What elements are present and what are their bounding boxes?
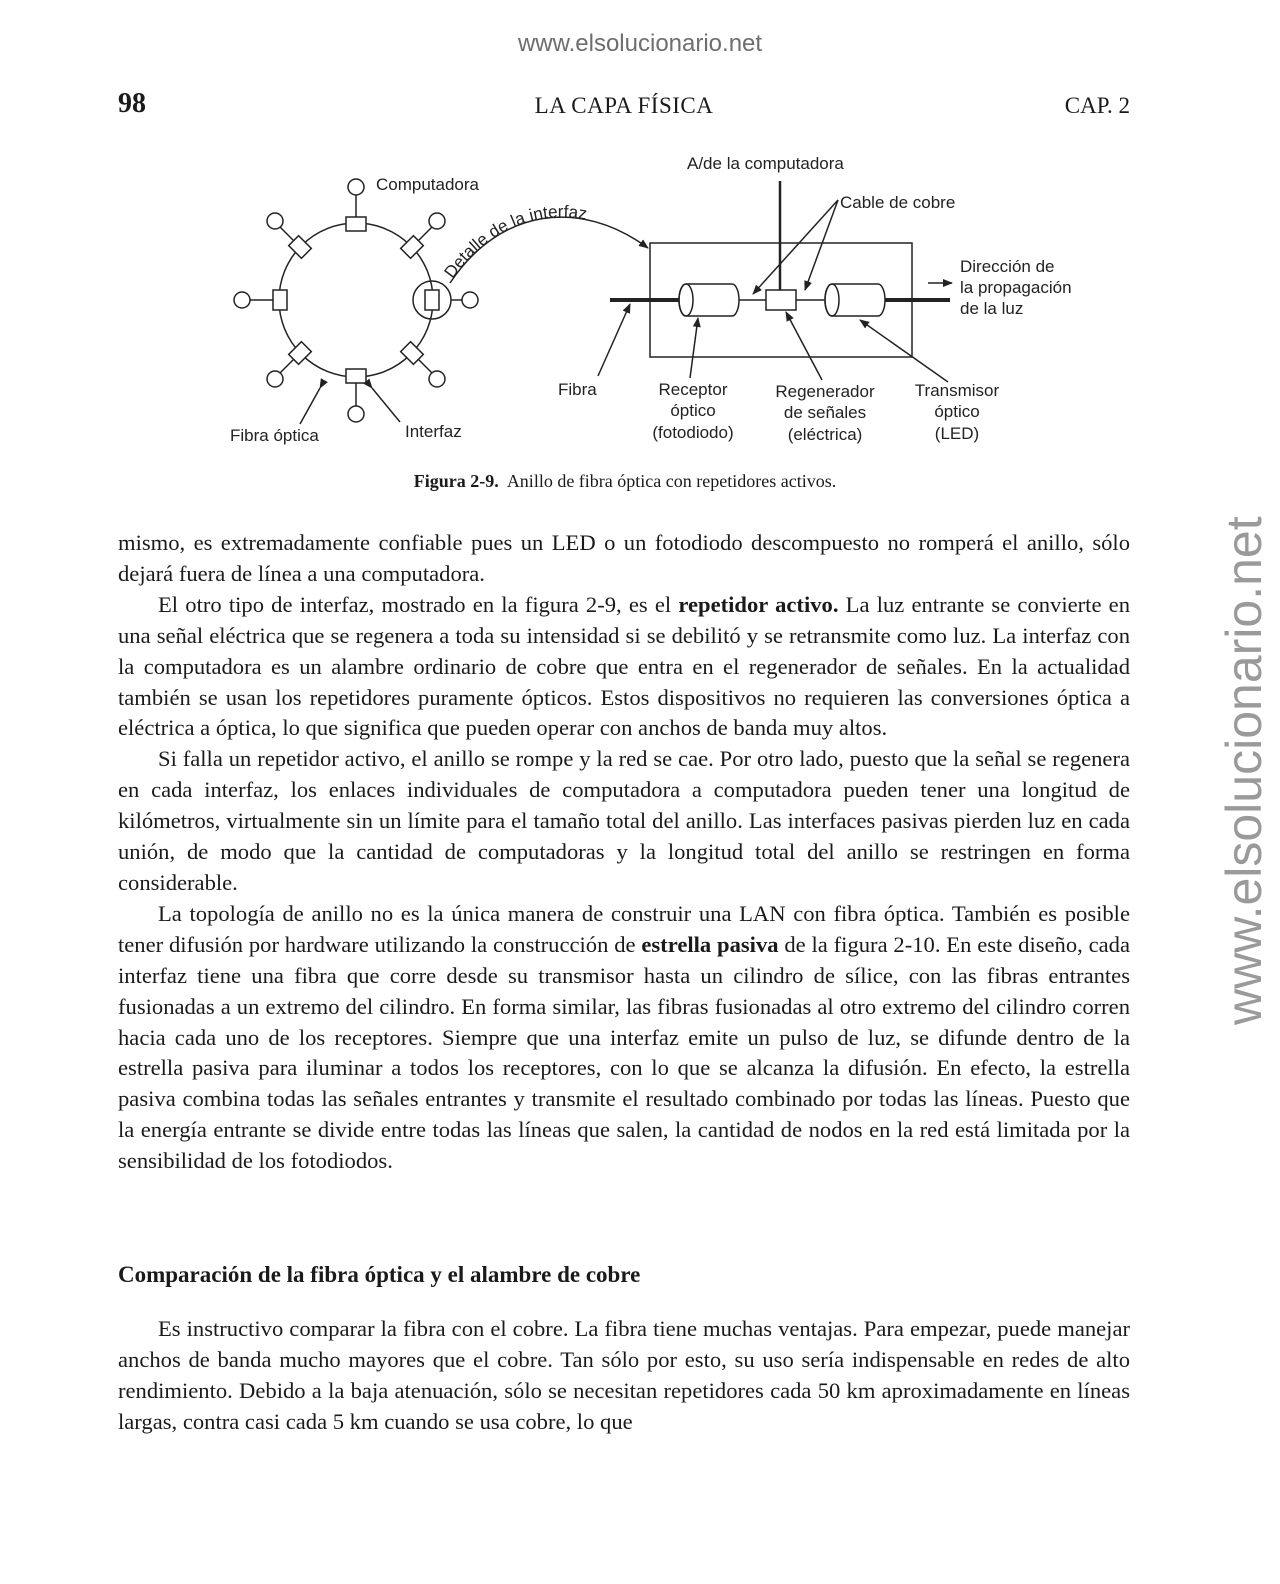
label-receptor-1: Receptor — [658, 380, 728, 399]
computer-nw — [267, 213, 283, 229]
term-estrella-pasiva: estrella pasiva — [641, 931, 779, 957]
computer-sw — [267, 371, 283, 387]
interface-bottom — [346, 369, 366, 383]
label-fibra: Fibra — [558, 380, 597, 399]
label-computadora: Computadora — [376, 175, 480, 194]
fiber-ring-diagram — [200, 148, 1120, 448]
paragraph-5: Es instructivo comparar la fibra con el cobre. La fibra tiene muchas ventajas. Para empezar, puede manejar anchos de banda mucho mayores que el cobre. Tan sólo por esto, su uso sería indispensable en redes de alto rendimiento. Debido a la baja atenuación, sólo se necesitan repetidores cada 50 km aproximadamente en líneas largas, contra casi cada 5 km cuando se usa cobre, lo que — [118, 1316, 1130, 1434]
caption-text: Anillo de fibra óptica con repetidores activos. — [506, 471, 837, 491]
body-text — [118, 528, 1130, 1177]
label-receptor-2: óptico — [670, 401, 716, 420]
computer-se — [429, 371, 445, 387]
computer-right — [462, 292, 478, 308]
label-transmisor-1: Transmisor — [914, 381, 1000, 400]
running-title: LA CAPA FÍSICA — [534, 93, 714, 118]
label-direccion-3: de la luz — [960, 299, 1024, 318]
section-heading: Comparación de la fibra óptica y el alambre de cobre — [118, 1262, 641, 1287]
body-text-section — [118, 1314, 1130, 1438]
label-regenerador-2: de señales — [783, 403, 867, 422]
interface-top — [346, 217, 366, 231]
computer-bottom — [348, 406, 364, 422]
label-interfaz: Interfaz — [405, 422, 462, 441]
paragraph-4: La topología de anillo no es la única manera de construir una LAN con fibra óptica. También es posible tener difusión por hardware utilizando la construcción de estrella pasiva de la figura 2-10. En este diseño, cada interfaz tiene una fibra que corre desde su transmisor hasta un cilindro de sílice, con las fibras entrantes fusionadas a un extremo del cilindro. En forma similar, las fibras fusionadas al otro extremo del cilindro corren hacia cada uno de los receptores. Siempre que una interfaz emite un pulso de luz, se difunde dentro de la estrella pasiva para iluminar a todos los receptores, con lo que se alcanza la difusión. En efecto, la estrella pasiva combina todas las señales entrantes y transmite el resultado combinado por todas las líneas. Puesto que la energía entrante se divide entre todas las líneas que salen, la cantidad de nodos en la red está limitada por la sensibilidad de los fotodiodos. — [118, 900, 1131, 1174]
paragraph-2: El otro tipo de interfaz, mostrado en la figura 2-9, es el repetidor activo. La luz entrante se convierte en una señal eléctrica que se regenera a toda su intensidad si se debilitó y se retransmite como luz. La interfaz con la computadora es un alambre ordinario de cobre que entra en el regenerador de señales. En la actualidad también se usan los repetidores puramente ópticos. Estos dispositivos no requieren las conversiones óptica a eléctrica a óptica, lo que significa que pueden operar con anchos de banda muy altos. — [118, 591, 1130, 741]
computer-top — [348, 179, 364, 195]
label-detalle: Detalle de la interfaz — [440, 202, 589, 282]
label-regenerador-1: Regenerador — [775, 382, 875, 401]
receptor-cylinder — [679, 284, 739, 316]
label-fibra-optica: Fibra óptica — [230, 426, 319, 445]
label-direccion-1: Dirección de — [960, 257, 1055, 276]
computer-left — [234, 292, 250, 308]
interface-left — [273, 290, 287, 310]
transmitter-cylinder — [825, 284, 885, 316]
paragraph-1: mismo, es extremadamente confiable pues un LED o un fotodiodo descompuesto no romperá el anillo, sólo dejará fuera de línea a una computadora. — [118, 530, 1130, 586]
regenerator-box — [766, 290, 796, 310]
paragraph-3: Si falla un repetidor activo, el anillo se rompe y la red se cae. Por otro lado, puesto que la señal se regenera en cada interfaz, los enlaces individuales de computadora a computadora pueden tener una longitud de kilómetros, virtualmente sin un límite para el tamaño total del anillo. Las interfaces pasivas pierden luz en cada unión, de modo que la cantidad de computadoras y la longitud total del anillo se restringen en forma considerable. — [118, 746, 1130, 895]
term-repetidor-activo: repetidor activo. — [678, 591, 839, 617]
interface-right — [425, 290, 439, 310]
watermark-top: www.elsolucionario.net — [517, 30, 763, 57]
watermark-side: www.elsolucionario.net — [1216, 516, 1272, 1025]
caption-label: Figura 2-9. — [413, 471, 499, 491]
page-header — [118, 88, 1130, 128]
label-transmisor-2: óptico — [934, 402, 980, 421]
chapter-label: CAP. 2 — [1064, 93, 1130, 118]
label-cable-de-cobre: Cable de cobre — [840, 193, 956, 212]
label-direccion-2: la propagación — [960, 278, 1072, 297]
label-transmisor-3: (LED) — [934, 424, 980, 443]
label-a-de-computadora: A/de la computadora — [687, 154, 844, 173]
figure-caption — [0, 471, 1250, 492]
page-number: 98 — [118, 88, 146, 119]
label-receptor-3: (fotodiodo) — [652, 423, 734, 442]
label-regenerador-3: (eléctrica) — [787, 425, 863, 444]
figure-2-9 — [200, 148, 1120, 448]
computer-ne — [429, 213, 445, 229]
